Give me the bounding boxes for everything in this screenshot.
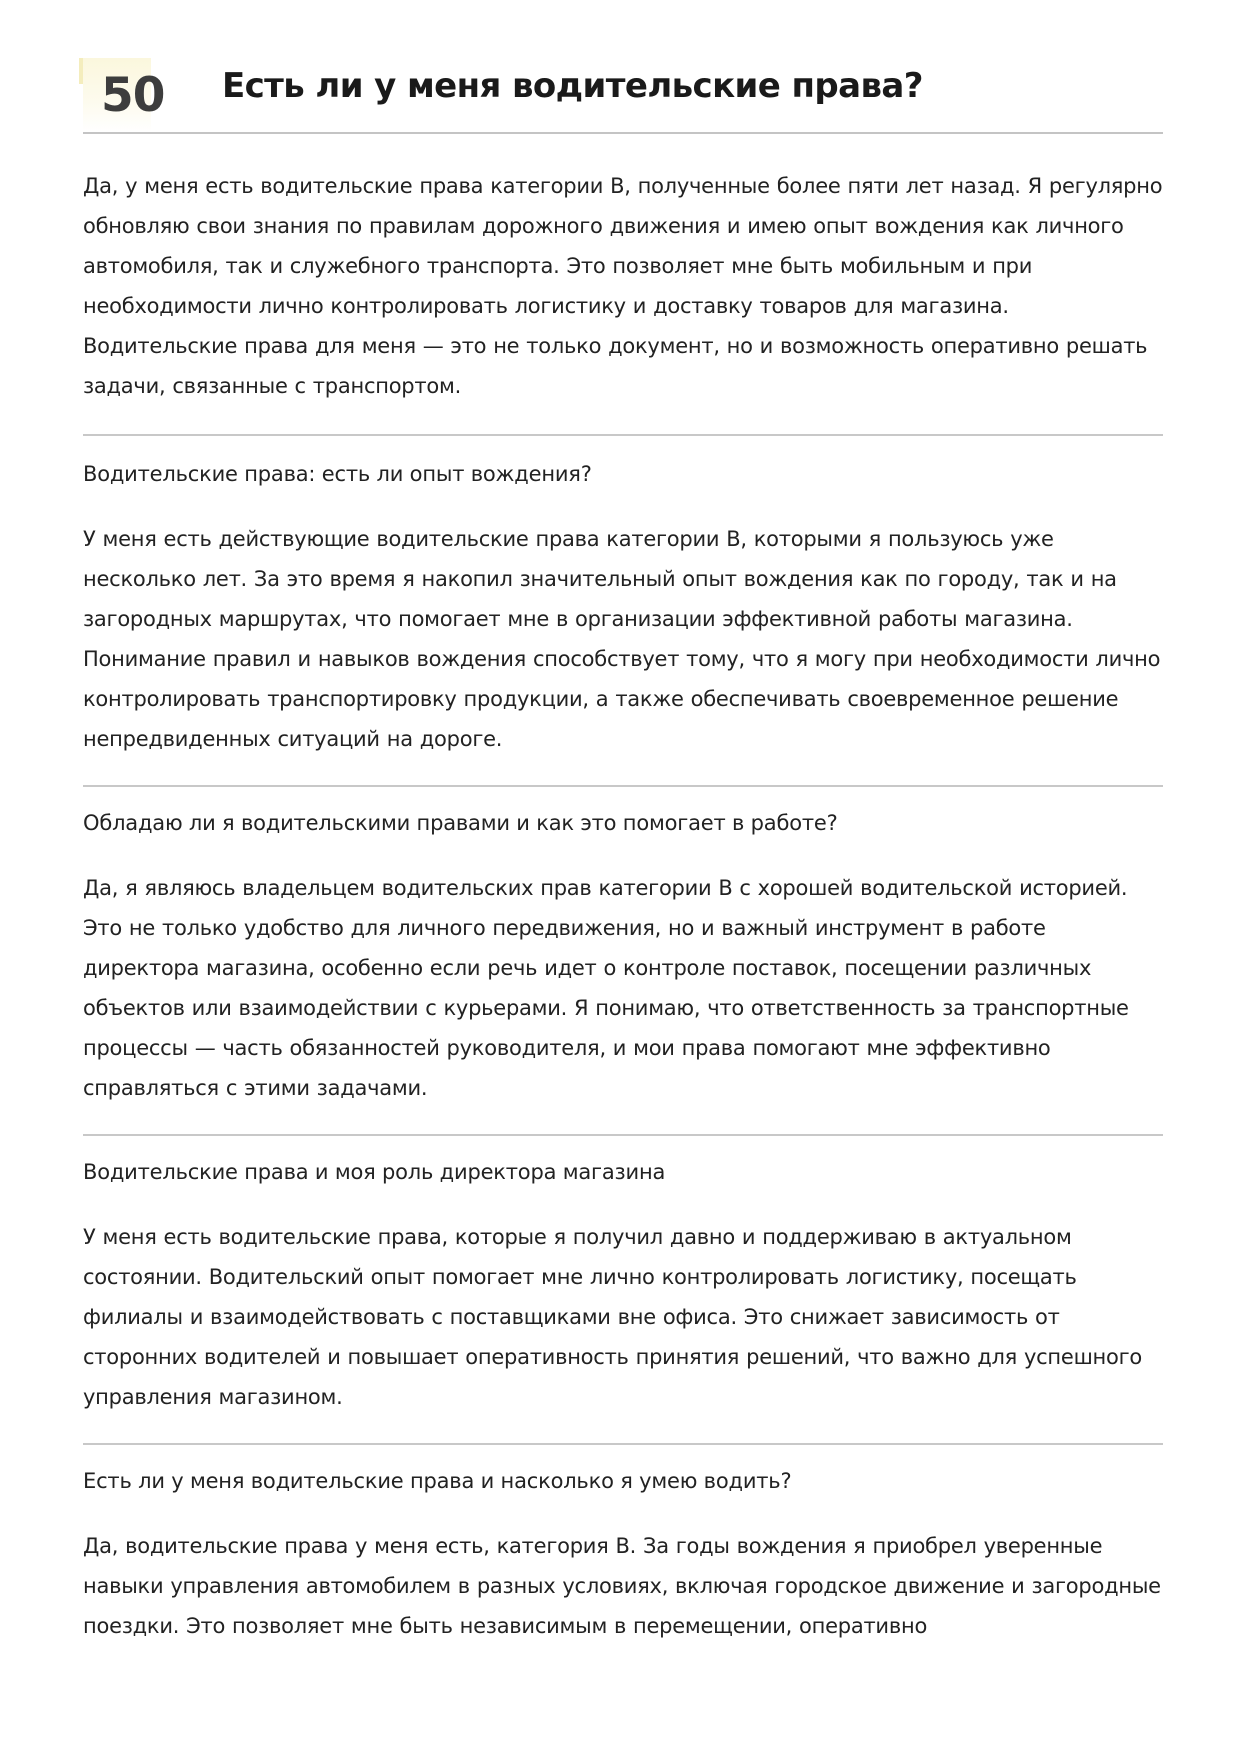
page-number-tab [83, 58, 165, 132]
answer-text: У меня есть водительские права, которые я получил давно и поддерживаю в актуальном состоянии. Водительский опыт помогает мне лично контролировать логистику, посещать филиалы и взаимодействовать с поставщиками вне офиса. Это снижает зависимость от сторонних водителей и повышает оперативность принятия решений, что важно для успешного управления магазином. [83, 1225, 1143, 1409]
page-title: Есть ли у меня водительские права? [222, 66, 923, 106]
question-subtitle: Есть ли у меня водительские права и насколько я умею водить? [83, 1469, 792, 1493]
question-subtitle: Водительские права: есть ли опыт вождения? [83, 462, 592, 486]
document-page [83, 58, 1163, 1646]
question-subtitle: Водительские права и моя роль директора магазина [83, 1160, 666, 1184]
answer-section-5 [83, 1445, 1163, 1646]
answer-text: Да, я являюсь владельцем водительских прав категории B с хорошей водительской историей. Это не только удобство для личного передвижения, но и важный инструмент в работе директора магазина, особенно если речь идет о контроле поставок, посещении различных объектов или взаимодействии с курьерами. Я понимаю, что ответственность за транспортные процессы — часть обязанностей руководителя, и мои права помогают мне эффективно справляться с этими задачами. [83, 876, 1129, 1100]
page-header [83, 58, 1163, 134]
answer-text: Да, водительские права у меня есть, категория B. За годы вождения я приобрел уверенные навыки управления автомобилем в разных условиях, включая городское движение и загородные поездки. Это позволяет мне быть независимым в перемещении, оперативно [83, 1534, 1161, 1638]
question-subtitle: Обладаю ли я водительскими правами и как это помогает в работе? [83, 811, 838, 835]
answer-text: У меня есть действующие водительские права категории B, которыми я пользуюсь уже несколько лет. За это время я накопил значительный опыт вождения как по городу, так и на загородных маршрутах, что помогает мне в организации эффективной работы магазина. Понимание правил и навыков вождения способствует тому, что я могу при необходимости лично контролировать транспортировку продукции, а также обеспечивать своевременное решение непредвиденных ситуаций на дороге. [83, 527, 1161, 751]
page-number: 50 [101, 68, 165, 123]
answer-text: Да, у меня есть водительские права категории B, полученные более пяти лет назад. Я регулярно обновляю свои знания по правилам дорожного движения и имею опыт вождения как личного автомобиля, так и служебного транспорта. Это позволяет мне быть мобильным и при необходимости лично контролировать логистику и доставку товаров для магазина. Водительские права для меня — это не только документ, но и возможность оперативно решать задачи, связанные с транспортом. [83, 174, 1163, 398]
answer-section-2 [83, 436, 1163, 787]
answer-section-3 [83, 787, 1163, 1136]
answer-section-4 [83, 1136, 1163, 1445]
answer-section-1 [83, 134, 1163, 436]
